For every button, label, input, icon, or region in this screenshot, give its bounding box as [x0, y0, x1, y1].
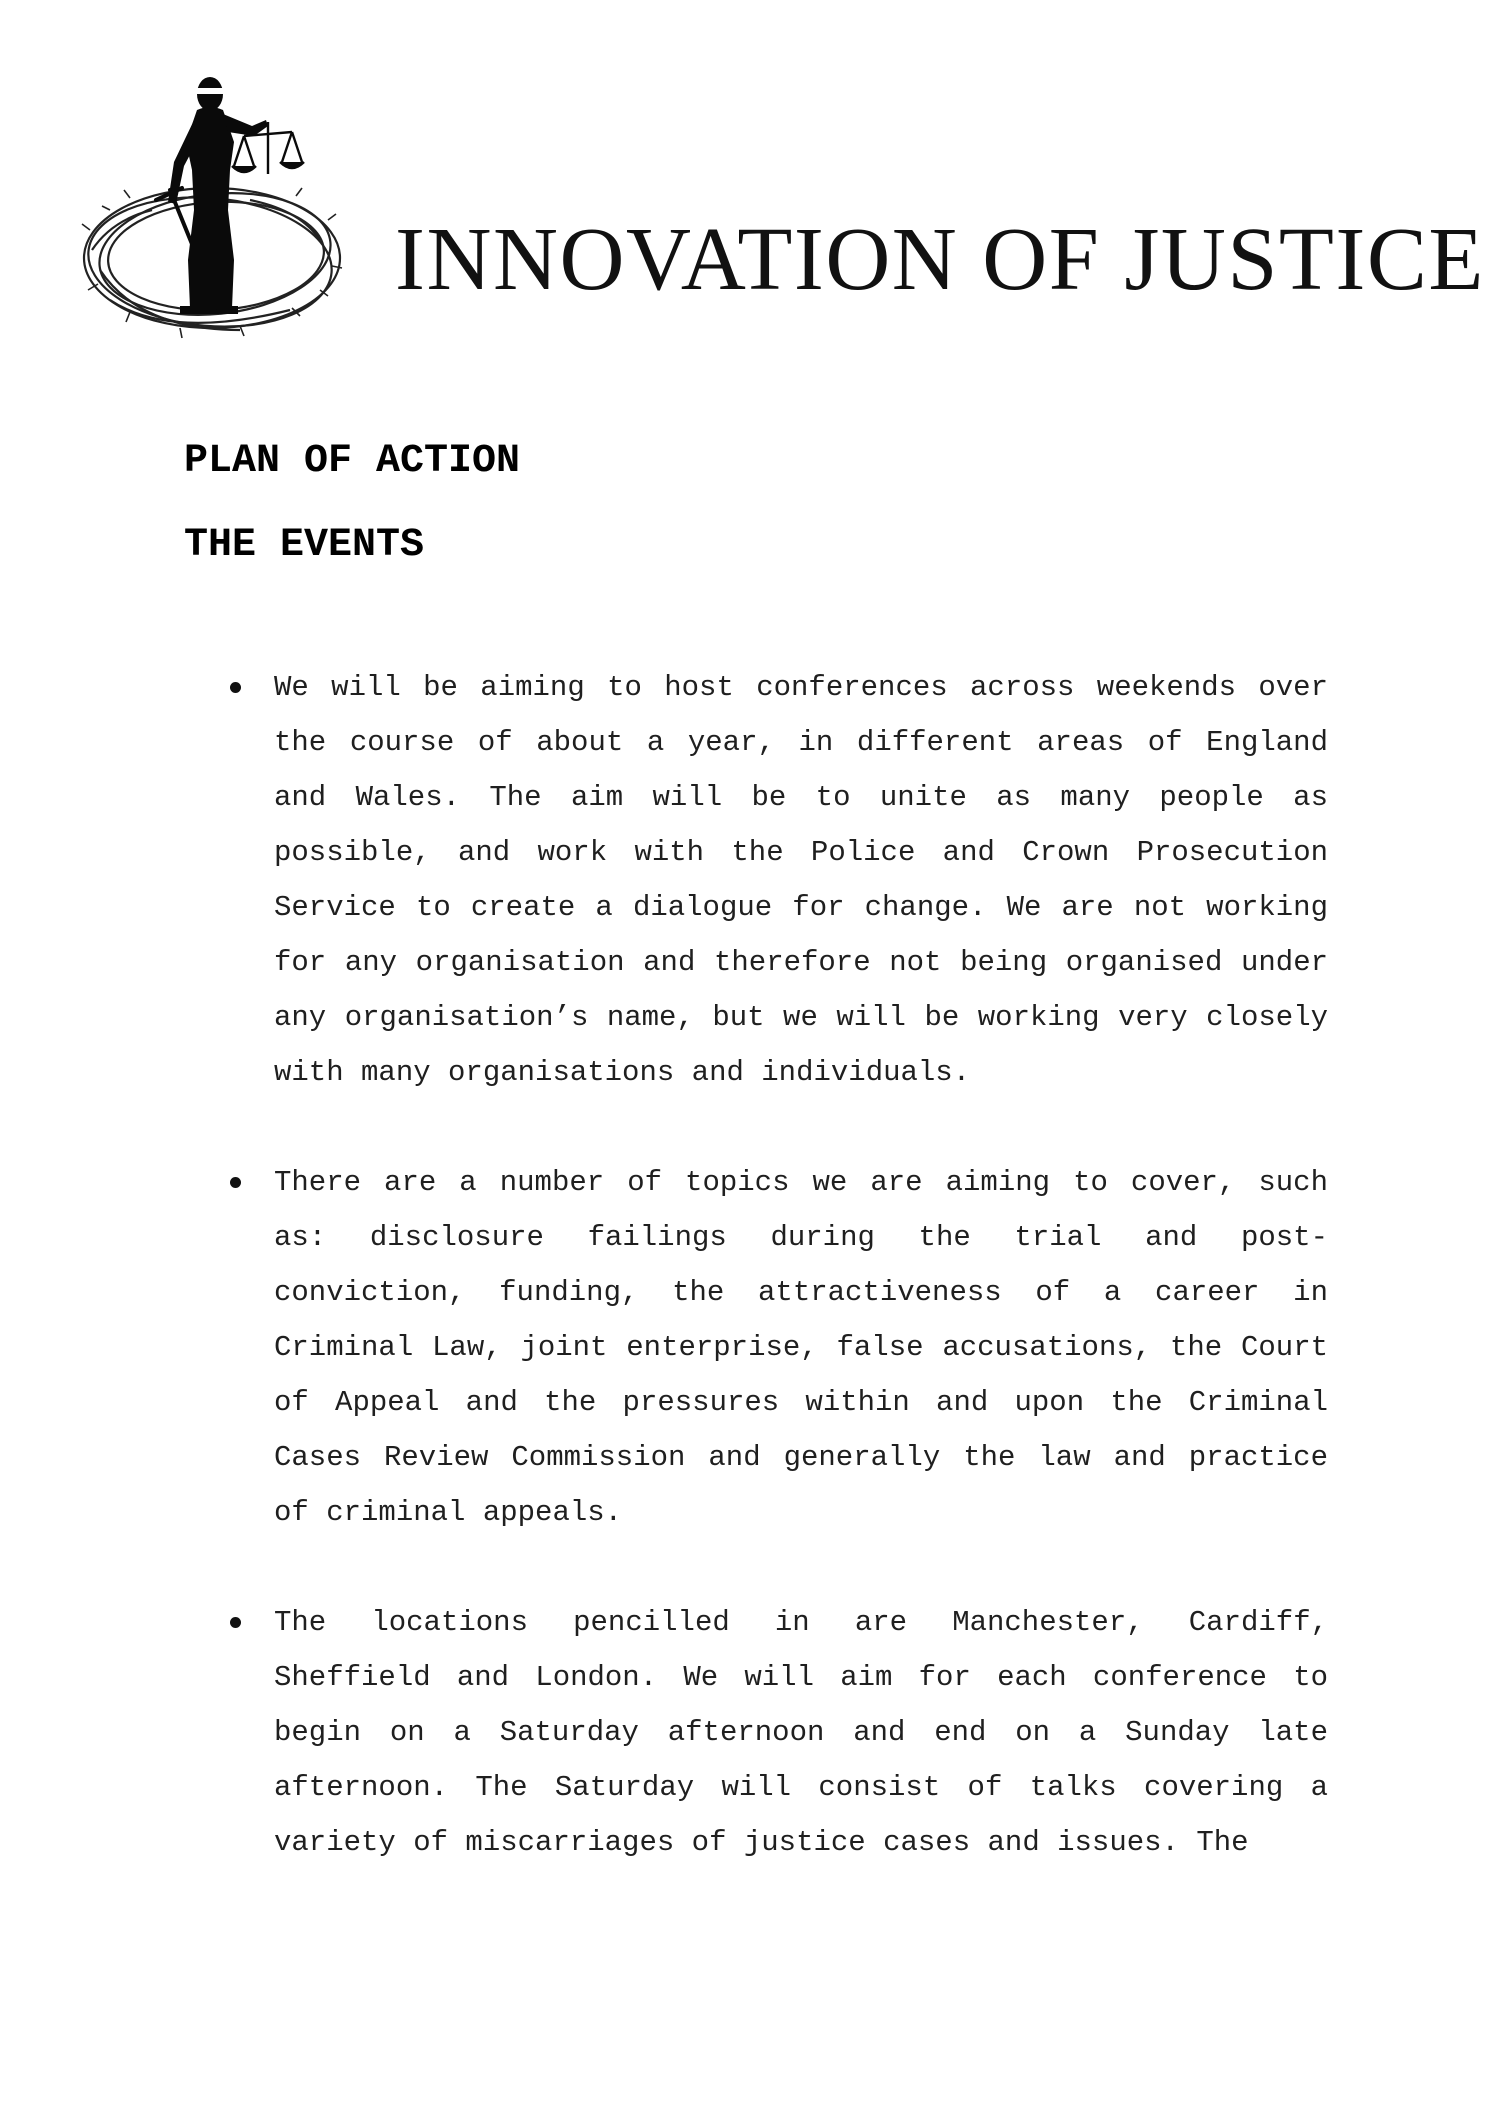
bullet-text: The locations pencilled in are Manchester, Cardiff, Sheffield and London. We will aim for each conference to begin on a Saturday afternoon and end on a Sunday late afternoon. The Saturday will consist of talks covering a variety of miscarriages of justice cases and issues. The — [274, 1606, 1328, 1859]
document-header — [70, 70, 1485, 360]
bullet-text: We will be aiming to host conferences across weekends over the course of about a year, in different areas of England and Wales. The aim will be to unite as many people as possible, and work with the Police and Crown Prosecution Service to create a dialogue for change. We are not working for any organisation and therefore not being organised under any organisation’s name, but we will be working very closely with many organisations and individuals. — [274, 671, 1328, 1089]
list-item — [218, 1155, 1328, 1540]
plan-heading: PLAN OF ACTION — [184, 439, 521, 484]
bullet-icon — [230, 682, 241, 693]
list-item — [218, 1595, 1328, 1870]
organization-name: INNOVATION OF JUSTICE — [395, 210, 1485, 309]
section-headings — [184, 438, 520, 606]
bullet-text: There are a number of topics we are aiming to cover, such as: disclosure failings during the trial and post-conviction, funding, the attractiveness of a career in Criminal Law, joint enterprise, false accusations, the Court of Appeal and the pressures within and upon the Criminal Cases Review Commission and generally the law and practice of criminal appeals. — [274, 1166, 1328, 1529]
list-item — [218, 660, 1328, 1100]
bullet-list — [218, 660, 1328, 1925]
lady-justice-icon — [70, 70, 355, 355]
bullet-icon — [230, 1617, 241, 1628]
bullet-icon — [230, 1177, 241, 1188]
events-heading: THE EVENTS — [184, 523, 425, 568]
